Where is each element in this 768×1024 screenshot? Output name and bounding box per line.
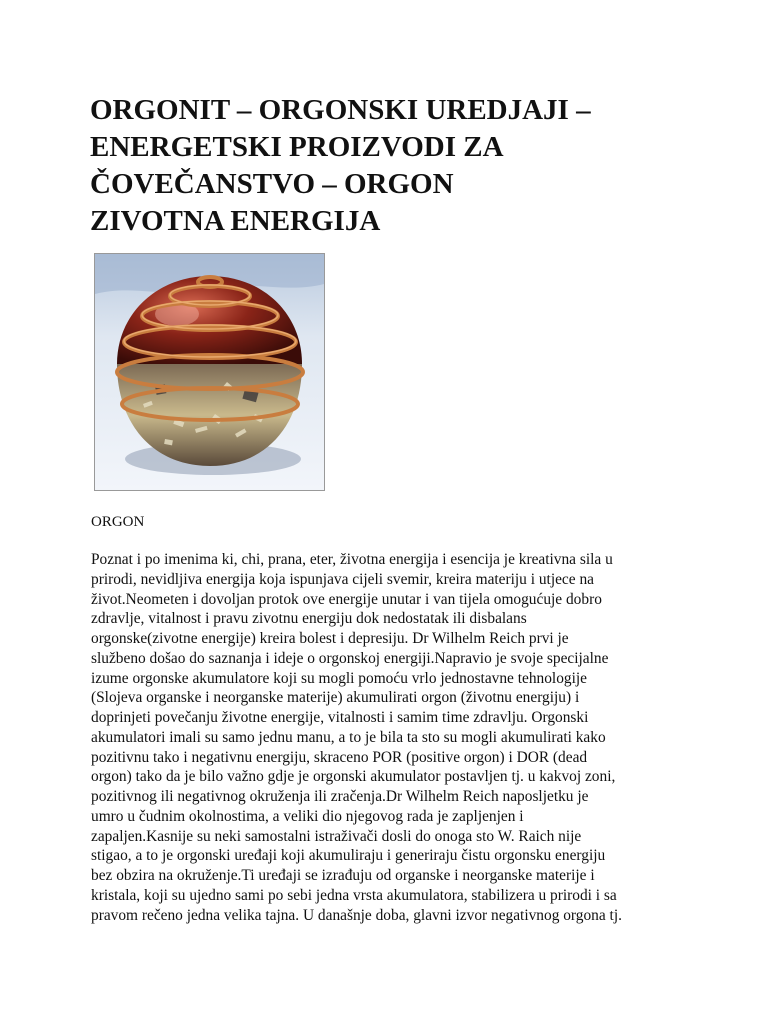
paragraph-line: život.Neometen i dovoljan protok ove energije unutar i van tijela omogućuje dobro xyxy=(91,590,602,608)
paragraph-line: orgonske(zivotne energije) kreira bolest i depresiju. Dr Wilhelm Reich prvi je xyxy=(91,630,569,647)
orgonite-photo xyxy=(94,253,325,491)
title-line: ENERGETSKI PROIZVODI ZA xyxy=(90,131,504,163)
paragraph-line: doprinjeti povečanju životne energije, vitalnosti i samim time zdravlju. Orgonski xyxy=(91,709,589,726)
title-line: ČOVEČANSTVO – ORGON xyxy=(90,168,454,200)
paragraph-line: Poznat i po imenima ki, chi, prana, eter, životna energija i esencija je kreativna sila u xyxy=(91,551,613,568)
section-heading-orgon: ORGON xyxy=(91,514,145,530)
paragraph-line: zapaljen.Kasnije su neki samostalni istraživači dosli do onoga sto W. Raich nije xyxy=(91,827,582,845)
paragraph-line: pozitivnog ili negativnog okruženja ili zračenja.Dr Wilhelm Reich naposljetku je xyxy=(91,788,589,805)
document-title xyxy=(90,92,690,240)
paragraph-line: pozitivnu tako i negativnu energiju, skraceno POR (positive orgon) i DOR (dead xyxy=(91,748,588,766)
paragraph-line: umro u čudnim okolnostima, a veliki dio njegovog rada je zapljenjen i xyxy=(91,807,524,825)
paragraph-line: (Slojeva organske i neorganske materije) akumulirati orgon (životnu energiju) i xyxy=(91,689,580,707)
paragraph-line: zdravlje, vitalnost i pravu zivotnu energiju dok nedostatak ili disbalans xyxy=(91,610,527,628)
body-paragraph xyxy=(91,550,691,925)
paragraph-line: prirodi, nevidljiva energija koja ispunjava cijeli svemir, kreira materiju i utjece na xyxy=(91,570,594,588)
paragraph-line: kristala, koji su ujedno sami po sebi jedna vrsta akumulatora, stabilizera u prirodi i sa xyxy=(91,886,617,904)
paragraph-line: izume orgonske akumulatore koji su mogli pomoću vrlo jednostavne tehnologije xyxy=(91,669,587,687)
title-line: ORGONIT – ORGONSKI UREDJAJI – xyxy=(90,94,591,126)
orgonite-illustration xyxy=(95,254,324,490)
title-line: ZIVOTNA ENERGIJA xyxy=(90,205,381,237)
paragraph-line: orgon) tako da je bilo važno gdje je orgonski akumulator postavljen tj. u kakvoj zoni, xyxy=(91,768,616,786)
paragraph-line: pravom rečeno jedna velika tajna. U današnje doba, glavni izvor negativnog orgona tj. xyxy=(91,906,622,924)
paragraph-line: stigao, a to je orgonski uređaji koji akumuliraju i generiraju čistu orgonsku energiju xyxy=(91,847,606,865)
paragraph-line: akumulatori imali su samo jednu manu, a to je bila ta sto su mogli akumulirati kako xyxy=(91,728,606,746)
paragraph-line: bez obzira na okruženje.Ti uređaji se izrađuju od organske i neorganske materije i xyxy=(91,867,595,884)
paragraph-line: službeno došao do saznanja i ideje o orgonskoj energiji.Napravio je svoje specijalne xyxy=(91,649,609,667)
